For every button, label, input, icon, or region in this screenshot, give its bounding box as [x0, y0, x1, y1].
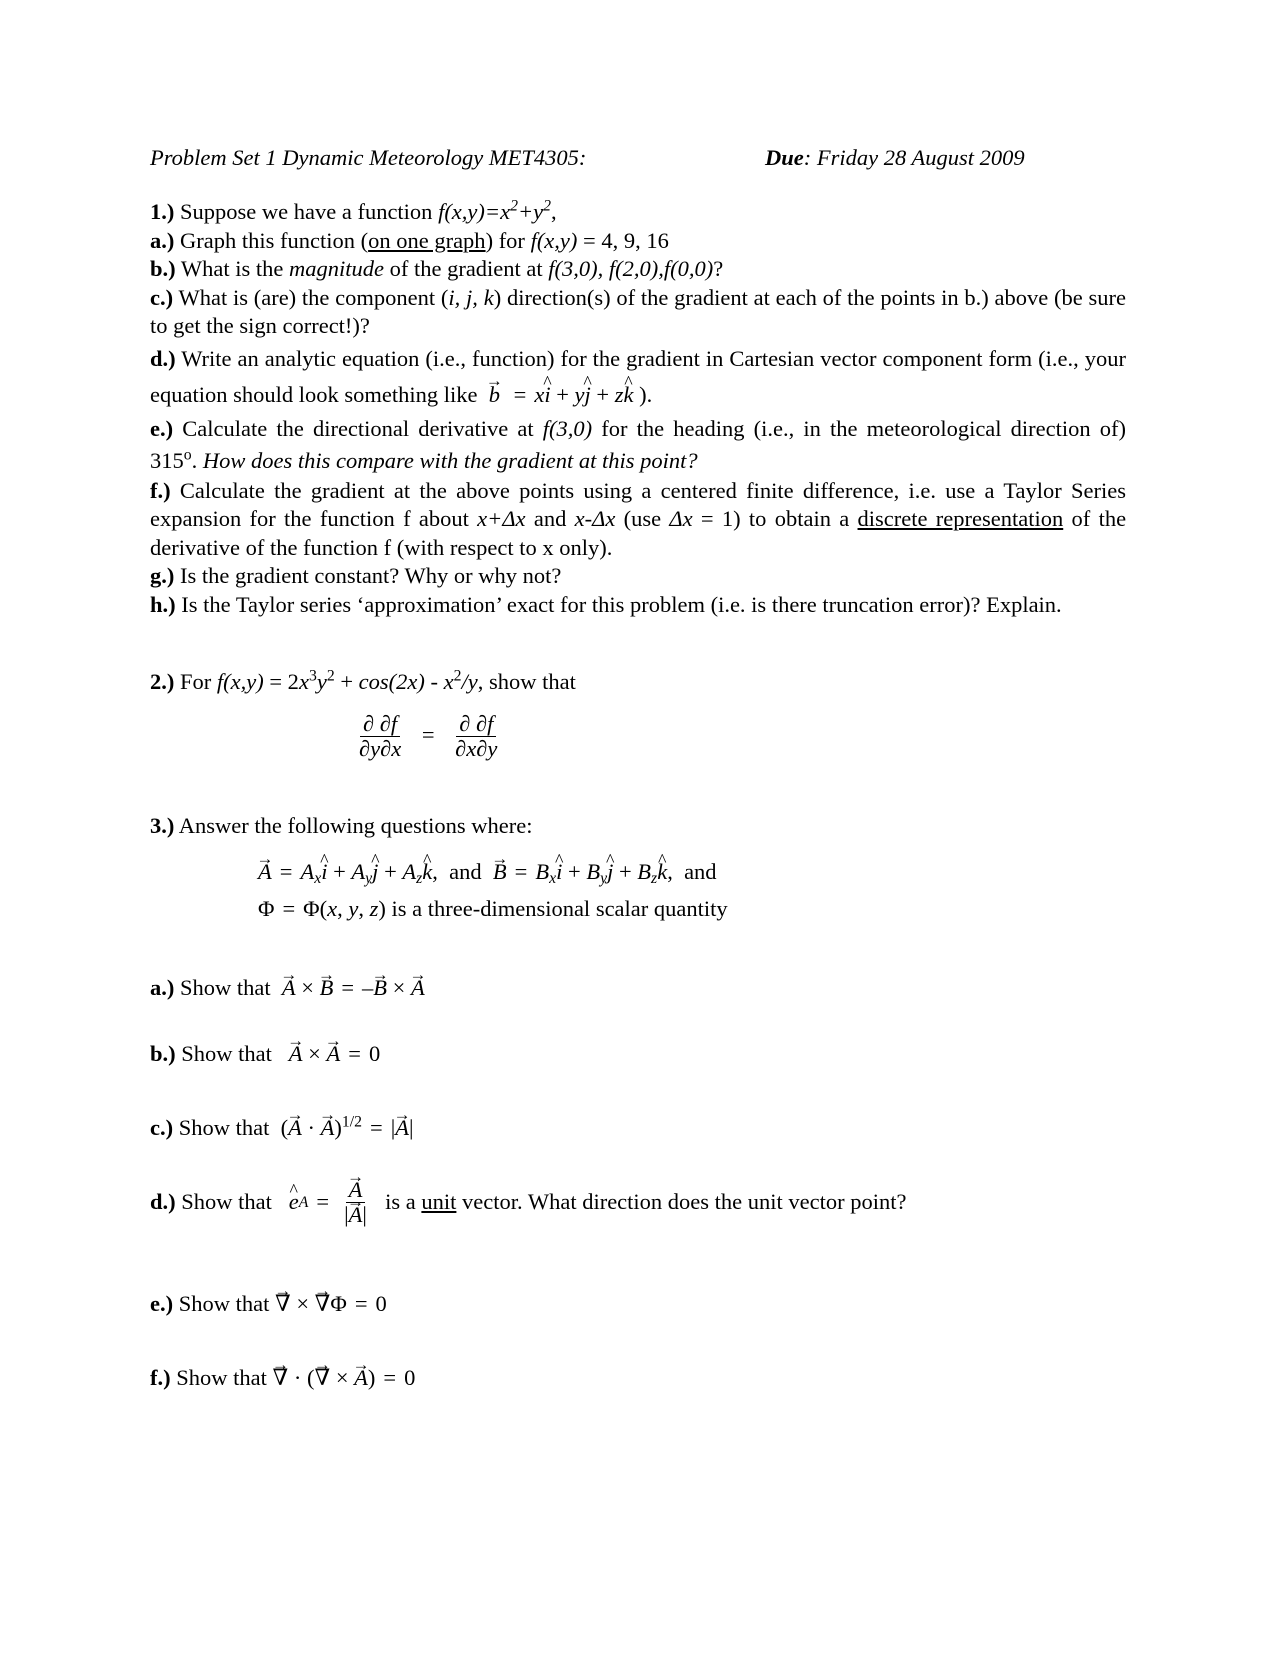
q2-mixed-partials-equation: $\frac{\partial \partial f}{\partial y\partial x}$ = $\frac{\partial \partial f}{\partial x\partial y}$	[359, 711, 498, 761]
q3-intro: 3.) Answer the following questions where:	[150, 813, 533, 838]
q2-statement: 2.) For $f(x,y) = 2x^3y^2 + \cos(2x) - x^2/y$, show that	[150, 667, 576, 694]
q1-a: a.) Graph this function (on one graph) for f(x,y) = 4, 9, 16	[150, 227, 669, 253]
q3-scalar-definition: Φ = Φ(x, y, z) is a three-dimensional scalar quantity	[258, 896, 728, 921]
q3-d: d.) Show that ^ e A = → $\frac{A}{|\to A|}$ is a unit vector. What direction does the unit vector point?	[150, 1178, 906, 1227]
header	[150, 144, 1126, 174]
q1-intro: 1.) Suppose we have a function $f(x,y)=x^2+y^2$,	[150, 197, 557, 224]
due-date: Due: Friday 28 August 2009	[765, 145, 1025, 170]
q3-e: e.) Show that → ∇ × → ∇Φ = 0	[150, 1290, 387, 1319]
q3-c: c.) Show that (→ A · → A)$^{1/2}$ = |→ A|	[150, 1114, 414, 1143]
q1-e: e.) Calculate the directional derivative at f(3,0) for the heading (i.e., in the meteorological direction of) 315$^o$. How does this compare with the gradient at this point?	[150, 415, 1127, 473]
q3-f: f.) Show that → ∇ · (→ ∇ × → A) = 0	[150, 1364, 415, 1393]
q1-h: h.) Is the Taylor series ‘approximation’ exact for this problem (i.e. is there truncation error)? Explain.	[150, 591, 1062, 617]
q3-b: b.) Show that → A × → A = 0	[150, 1040, 380, 1069]
q1-f: f.) Calculate the gradient at the above points using a centered finite difference, i.e. use a Taylor Series expansion for the function f about x+Δx and x-Δx (use Δx = 1) to obtain a discrete representation of the derivative of the function f (with respect to x only).	[150, 477, 1127, 560]
q1-b: b.) What is the magnitude of the gradient at f(3,0), f(2,0),f(0,0)?	[150, 256, 724, 281]
question-3	[150, 812, 1126, 841]
question-1	[150, 198, 1126, 619]
q1-g: g.) Is the gradient constant? Why or why not?	[150, 563, 562, 588]
q1-d: d.) Write an analytic equation (i.e., function) for the gradient in Cartesian vector component form (i.e., your equation should look something like → b = x^ i + y^ j + z^ k ).	[150, 341, 1126, 413]
q3-vector-definitions: → $A = A_x\^{}$ $i + A_y\^{}$ $j + A_z\^{}$ k, and → $B = B_x\^{}$ $i + B_y\^{}$ $j + B_z\^{}$ k, and	[258, 858, 717, 887]
q1-c: c.) What is (are) the component (i, j, k) direction(s) of the gradient at each of the points in b.) above (be sure to get the sign correct!)?	[150, 284, 1126, 338]
course-title: Problem Set 1 Dynamic Meteorology MET4305:	[150, 145, 587, 170]
question-2	[150, 668, 1126, 697]
q3-a: a.) Show that → A × → B = –→ B × → A	[150, 974, 425, 1003]
